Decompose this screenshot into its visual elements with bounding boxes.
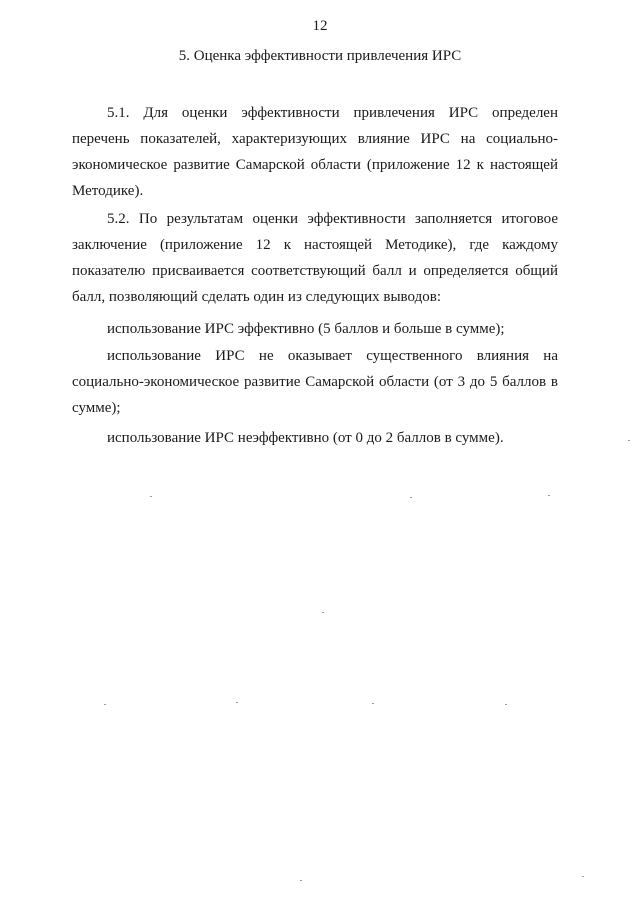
conclusion-item-effective: использование ИРС эффективно (5 баллов и больше в сумме); <box>107 321 505 337</box>
paragraph-5-2: 5.2. По результатам оценки эффективности заполняется итоговое заключение (приложение 12 к настоящей Методике), где каждому показателю присваивается соответствующий балл и определяется общий балл, позволяющий сделать один из следующих выводов: <box>72 211 558 305</box>
section-heading: 5. Оценка эффективности привлечения ИРС <box>178 48 462 64</box>
page-number: 12 <box>312 18 328 34</box>
conclusion-item-ineffective: использование ИРС неэффективно (от 0 до 2 баллов в сумме). <box>107 430 504 446</box>
paragraph-5-1: 5.1. Для оценки эффективности привлечения ИРС определен перечень показателей, характеризующих влияние ИРС на социально-экономическое развитие Самарской области (приложение 12 к настоящей Методике). <box>72 105 558 199</box>
conclusion-item-no-significant-influence: использование ИРС не оказывает существенного влияния на социально-экономическое развитие Самарской области (от 3 до 5 баллов в сумме); <box>72 348 558 416</box>
